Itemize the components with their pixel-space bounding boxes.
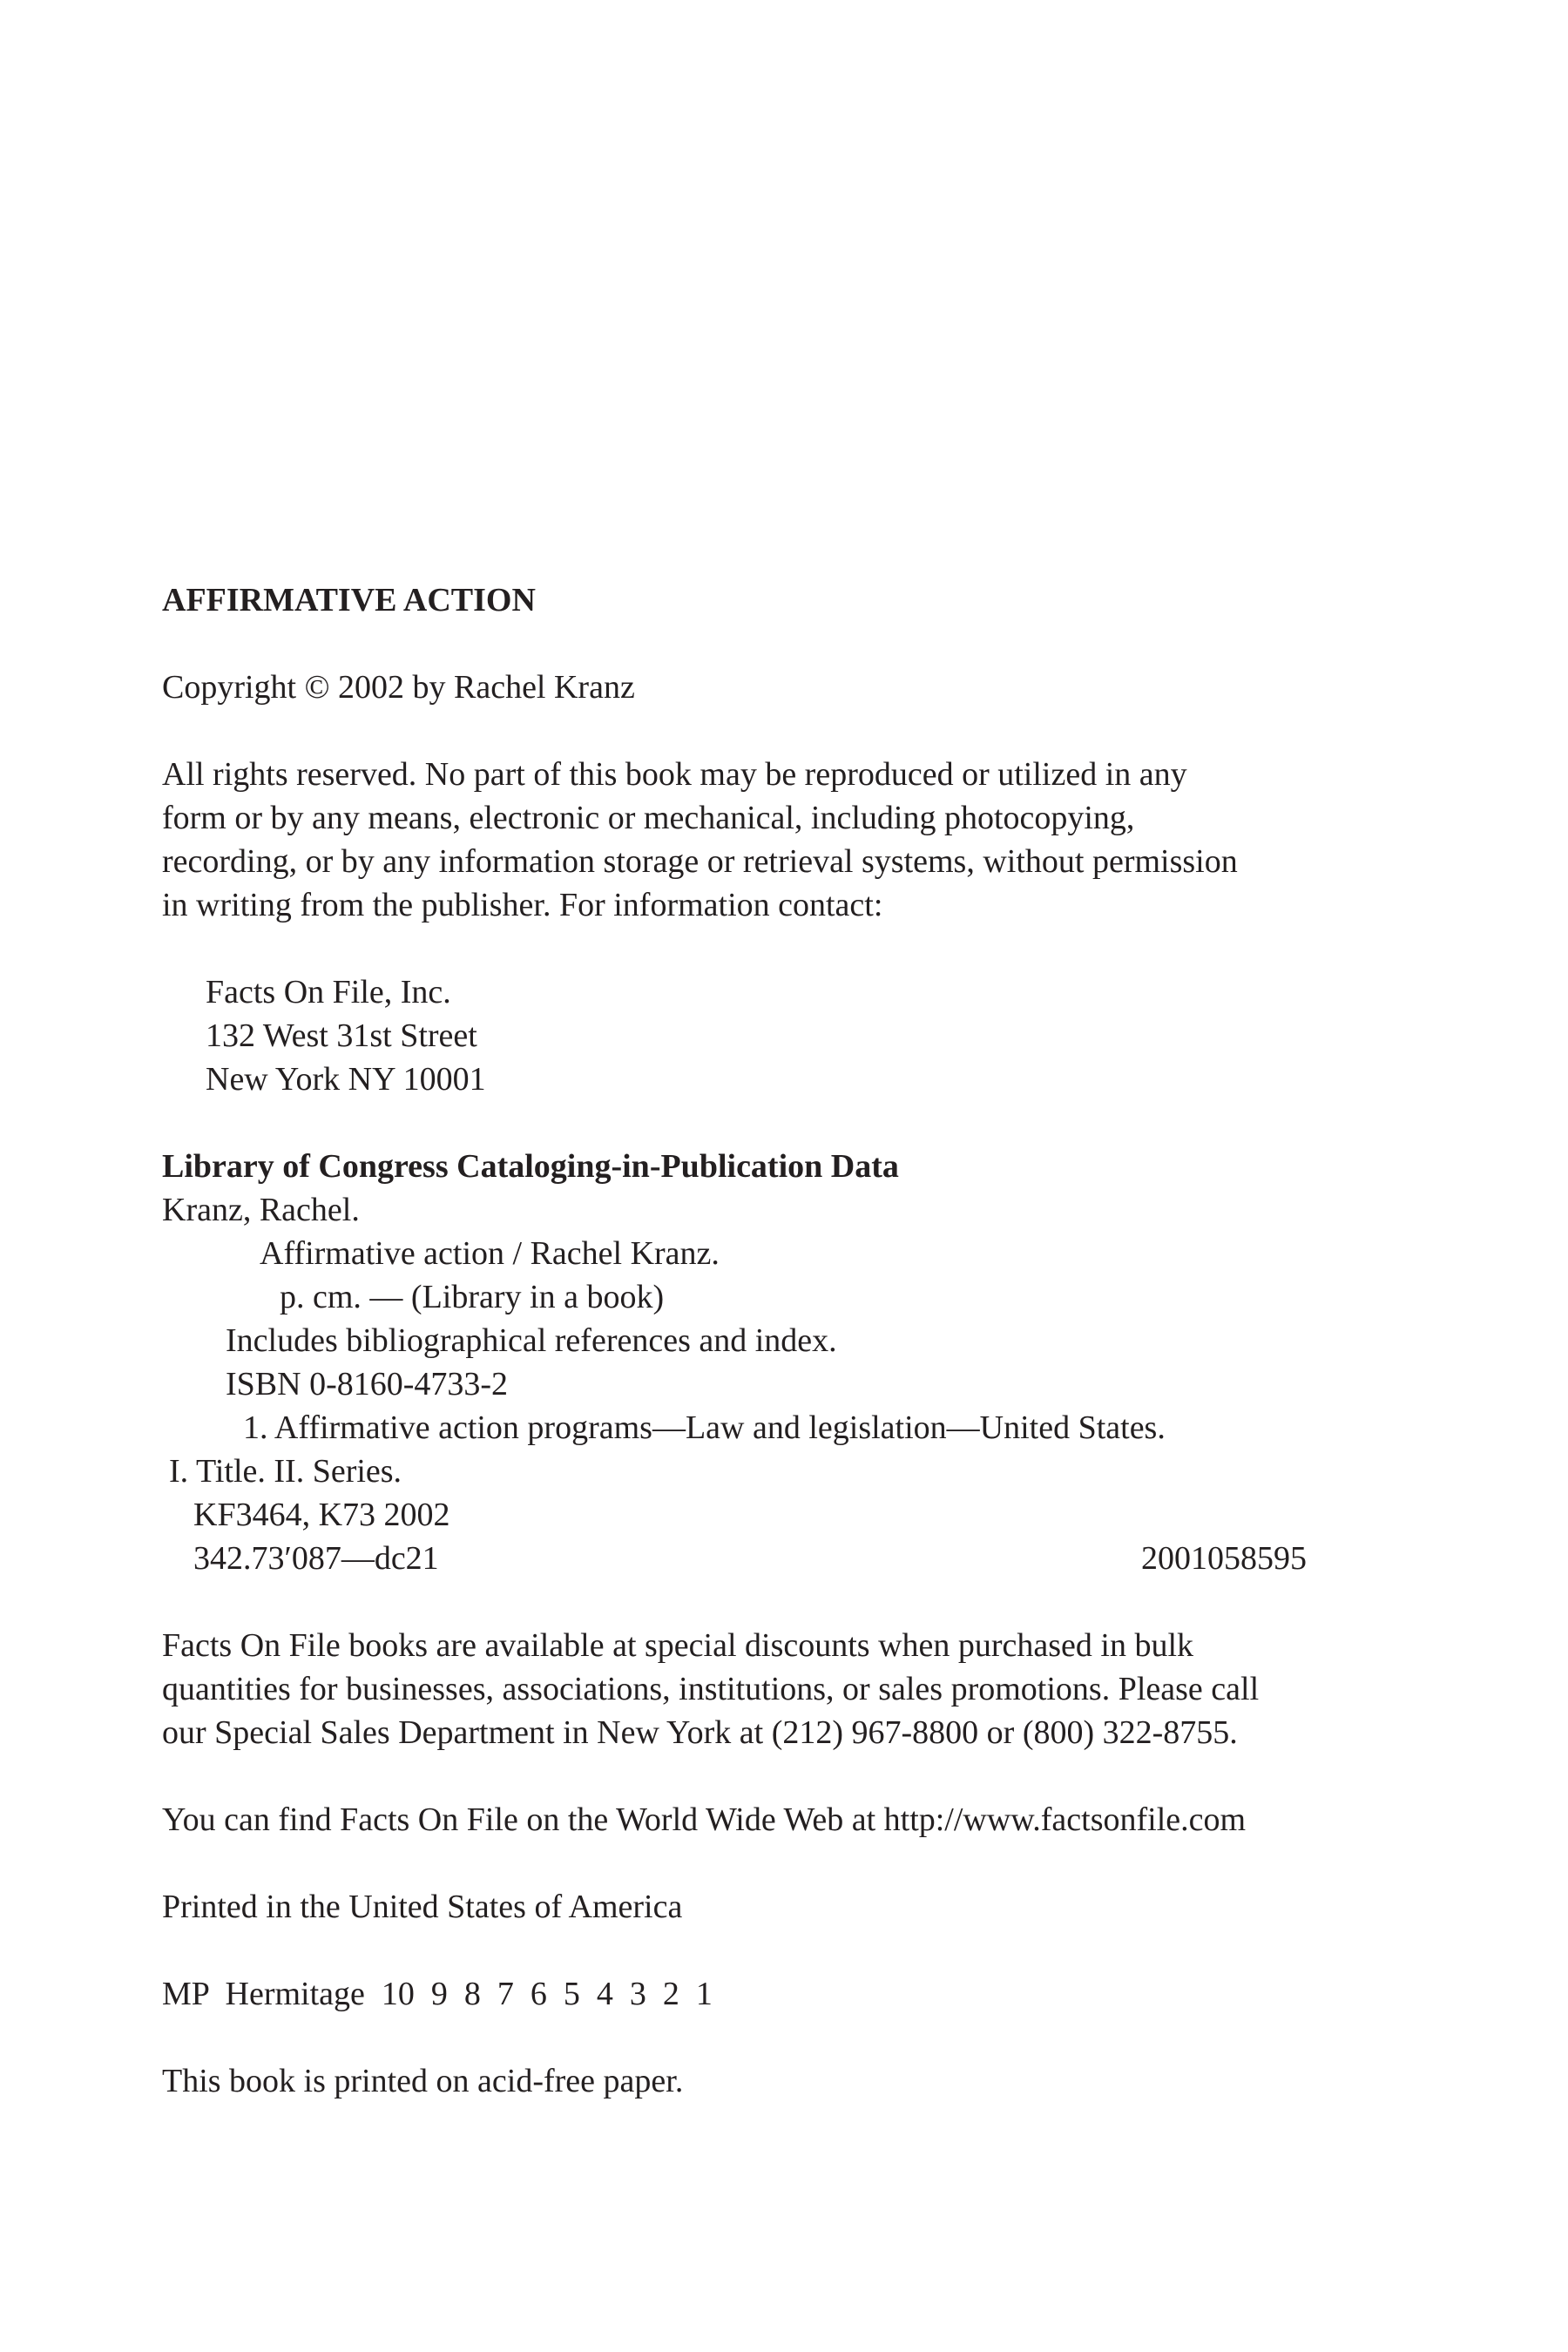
special-sales-line: Facts On File books are available at special discounts when purchased in bulk [162,1627,1194,1664]
publisher-street: 132 West 31st Street [206,1017,477,1054]
web-line: You can find Facts On File on the World Wide Web at http://www.factsonfile.com [162,1801,1247,1838]
book-title: AFFIRMATIVE ACTION [162,582,536,618]
paper-note: This book is printed on acid-free paper. [162,2063,684,2099]
publisher-city: New York NY 10001 [206,1061,486,1098]
copyright-line: Copyright © 2002 by Rachel Kranz [162,669,635,706]
cip-subject: 1. Affirmative action programs—Law and legislation—United States. [243,1409,1166,1446]
cip-includes-line: Includes bibliographical references and index. [226,1322,837,1359]
printer-line: MP Hermitage 10 9 8 7 6 5 4 3 2 1 [162,1976,713,2012]
special-sales-line: quantities for businesses, associations, institutions, or sales promotions. Please call [162,1671,1260,1707]
cip-heading: Library of Congress Cataloging-in-Publication Data [162,1148,899,1185]
cip-lccn: 2001058595 [1141,1540,1307,1577]
cip-title-series: I. Title. II. Series. [169,1453,402,1490]
rights-line: recording, or by any information storage or retrieval systems, without permission [162,843,1238,880]
cip-author: Kranz, Rachel. [162,1192,360,1228]
cip-lc-class: KF3464, K73 2002 [193,1497,450,1533]
cip-isbn: ISBN 0-8160-4733-2 [226,1366,509,1402]
publisher-name: Facts On File, Inc. [206,974,451,1010]
rights-line: form or by any means, electronic or mechanical, including photocopying, [162,800,1135,836]
rights-line: All rights reserved. No part of this book may be reproduced or utilized in any [162,756,1187,793]
printed-in-line: Printed in the United States of America [162,1889,683,1925]
cip-dewey: 342.73′087—dc21 [193,1540,439,1577]
special-sales-line: our Special Sales Department in New York at (212) 967-8800 or (800) 322-8755. [162,1714,1238,1751]
cip-title-line: Affirmative action / Rachel Kranz. [260,1235,720,1272]
cip-pages-line: p. cm. — (Library in a book) [280,1279,665,1315]
rights-line: in writing from the publisher. For information contact: [162,887,883,923]
